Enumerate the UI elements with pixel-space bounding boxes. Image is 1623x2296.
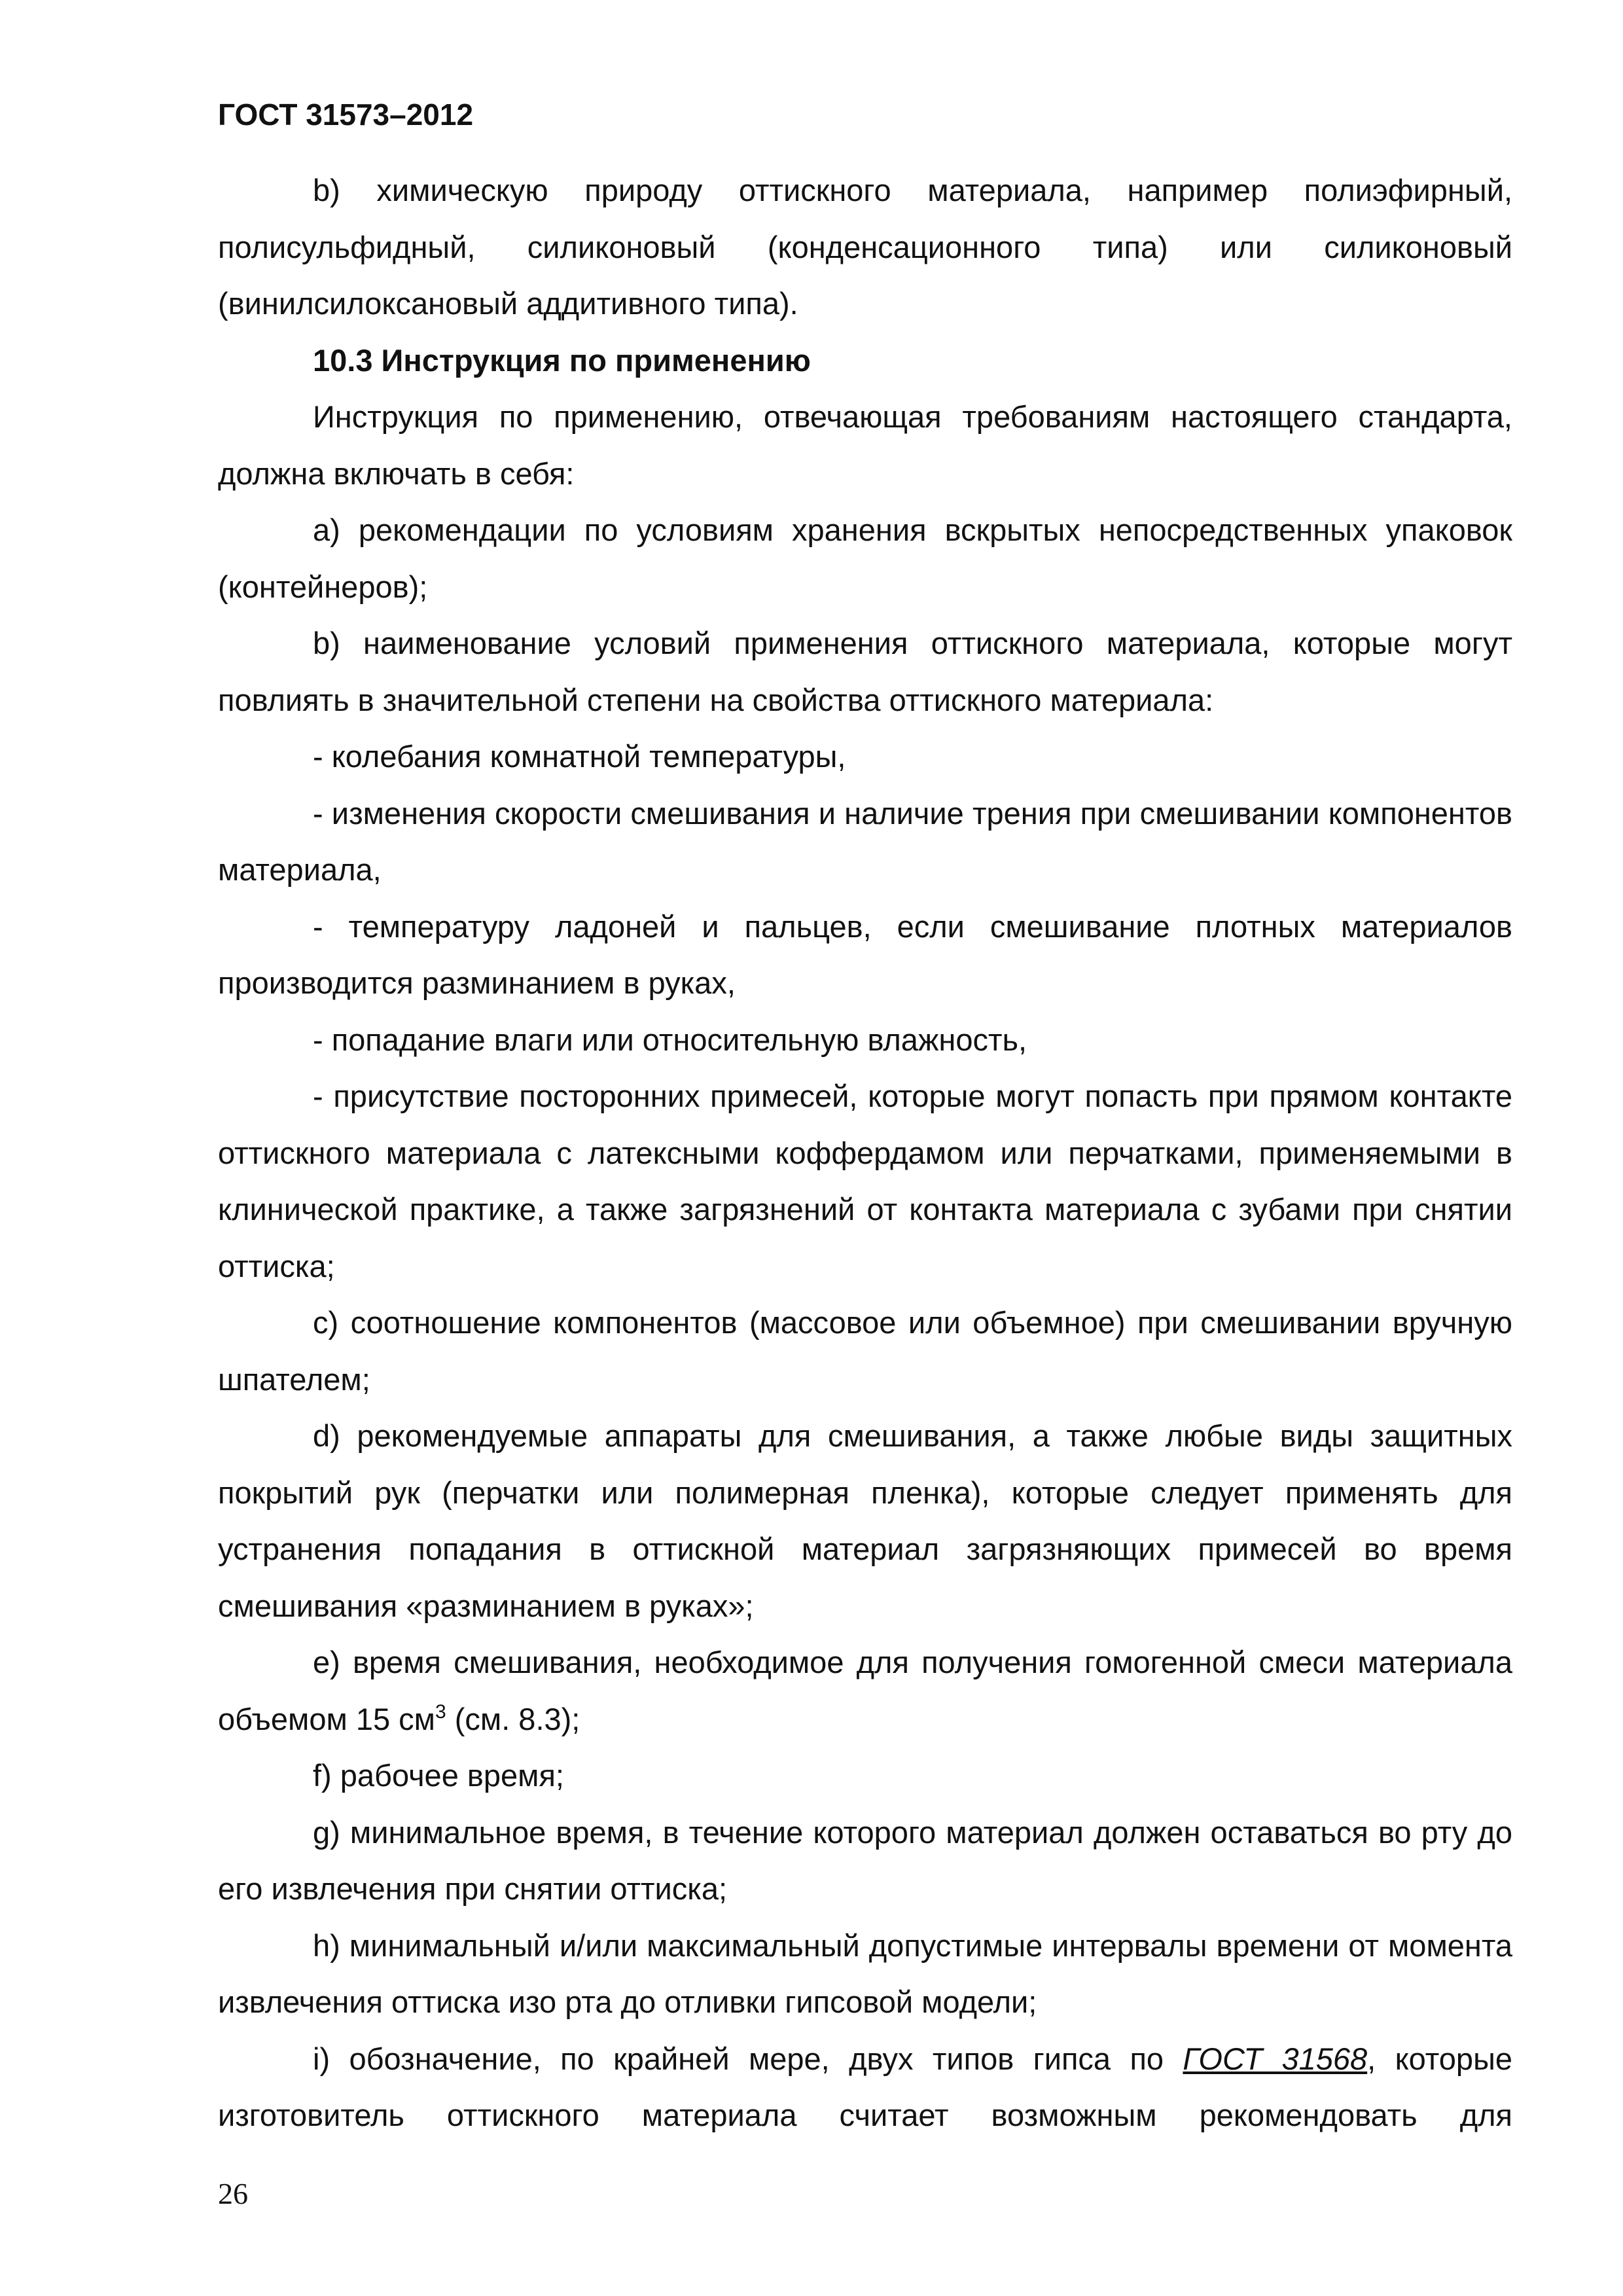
- list-item-d: d) рекомендуемые аппараты для смешивания, а также любые виды защитных покрытий рук (перчатки или полимерная пленка), которые следует применять для устранения попадания в оттискной материал загрязняющих примесей во время смешивания «разминанием в руках»;: [218, 1418, 1512, 1623]
- gost-31568-link[interactable]: ГОСТ 31568: [1183, 2041, 1368, 2076]
- list-item-e-text: е) время смешивания, необходимое для получения гомогенной смеси материала объемом 15 см: [218, 1645, 1512, 1736]
- dash-item-impurities: - присутствие посторонних примесей, которые могут попасть при прямом контакте оттискного материала с латексными коффердамом или перчатками, применяемыми в клинической практике, а также загрязнений от контакта материала с зубами при снятии оттиска;: [218, 1079, 1512, 1283]
- list-item-h: h) минимальный и/или максимальный допустимые интервалы времени от момента извлечения оттиска изо рта до отливки гипсовой модели;: [218, 1928, 1512, 2019]
- superscript-cube: 3: [435, 1700, 446, 1723]
- list-item-e-ref: (см. 8.3);: [446, 1701, 580, 1736]
- list-item-b: b) наименование условий применения оттискного материала, которые могут повлиять в значительной степени на свойства оттискного материала:: [218, 626, 1512, 717]
- document-body: [218, 162, 1512, 2144]
- list-item-e: [218, 1634, 1512, 1748]
- list-item-i: [218, 2031, 1512, 2144]
- section-heading-10-3: 10.3 Инструкция по применению: [313, 342, 811, 378]
- list-item-a: а) рекомендации по условиям хранения вскрытых непосредственных упаковок (контейнеров);: [218, 512, 1512, 604]
- dash-item-palm-temperature: - температуру ладоней и пальцев, если смешивание плотных материалов производится разминанием в руках,: [218, 908, 1512, 1000]
- list-item-i-text: i) обозначение, по крайней мере, двух типов гипса по: [313, 2041, 1183, 2076]
- paragraph-b-chemical-nature: b) химическую природу оттискного материала, например полиэфирный, полисульфидный, силиконовый (конденсационного типа) или силиконовый (винилсилоксановый аддитивного типа).: [218, 173, 1512, 321]
- list-item-i-continuation: , которые изготовитель оттискного материала считает возможным рекомендовать для: [218, 2041, 1512, 2132]
- paragraph-instruction-intro: Инструкция по применению, отвечающая требованиям настоящего стандарта, должна включать в себя:: [218, 399, 1512, 491]
- page-number: 26: [218, 2177, 248, 2210]
- dash-item-mixing-speed: - изменения скорости смешивания и наличие трения при смешивании компонентов материала,: [218, 795, 1512, 887]
- document-header: ГОСТ 31573–2012: [218, 98, 474, 132]
- list-item-c: с) соотношение компонентов (массовое или объемное) при смешивании вручную шпателем;: [218, 1305, 1512, 1397]
- dash-item-humidity: - попадание влаги или относительную влажность,: [313, 1022, 1027, 1057]
- dash-item-temperature: - колебания комнатной температуры,: [313, 739, 846, 774]
- list-item-g: g) минимальное время, в течение которого материал должен оставаться во рту до его извлечения при снятии оттиска;: [218, 1814, 1512, 1906]
- list-item-f: f) рабочее время;: [313, 1758, 564, 1793]
